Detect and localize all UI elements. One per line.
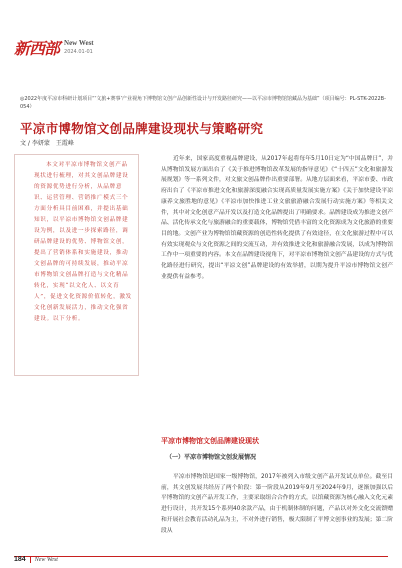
funding-note: ◎2022年度平凉市科研计划项目“‘文旅+赛事’产业视角下博物馆文创产品创新性设计与开发路径研究——以平凉市博物馆馆藏品为基础”（项目编号：PL-STK-2022B-054）: [20, 96, 386, 110]
article-abstract: 本文对平凉市博物馆文创产品现状进行梳理，对其文创品牌建设的资源优势进行分析，从品牌意识、运营管理、营销推广模式三个方面分析具目前困难，并提出基础知识，以平凉市博物馆文创品牌建设为例，以及进一步探索路径，调研品牌建设的优势、博物馆文创，提出了营销体系和实施建设，推动文创品牌的可持续发展，推动平凉市博物馆文创品牌打造与文化精品转化，实现“以文化人、以文育人”，促进文化资源价值转化，激发文化创新发展活力，推动文化强省建设。以下分析。: [34, 162, 132, 322]
journal-header: [14, 36, 94, 59]
journal-logo-subtitle: [64, 39, 94, 57]
footer-rule: [14, 556, 388, 557]
article-title: 平凉市博物馆文创品牌建设现状与策略研究: [20, 121, 264, 136]
page-number: 184: [14, 556, 26, 563]
journal-edition: 2024.01-01: [64, 48, 93, 55]
footer-journal-name: New West: [34, 556, 58, 563]
body-paragraph-museum: 平凉市博物馆是国家一级博物馆，2017年被列入市级文创产品开发试点单位。截至目前，其文创发展共经历了两个阶段：第一阶段从2019年9月至2024年9月，逐渐加强以后平博物馆的文创产品开发工作，主要采取组合合作的方式，以馆藏资源为核心融入文化元素进行设计，共开发15个系列40余款产品，由于机制体制的问题，产品以对外文化交流馈赠和开展社会教育活动礼品为主，不对外进行销售，极大限制了平博文创事业的发展；第二阶段从: [161, 474, 393, 534]
footer-divider: [30, 556, 31, 563]
article-authors: 文 / 李妍蒙 王霞峰: [20, 140, 74, 147]
section-heading: 平凉市博物馆文创品牌建设现状: [161, 437, 259, 445]
page-footer: [14, 556, 58, 563]
body-paragraph-intro: 近年来，国家高度重视品牌建设，从2017年起将每年5月10日定为“中国品牌日”，并从博物馆发展方面出台了《关于推进博物馆改革发展的指导意见》《“十四五”文化和旅游发展规划》等一系列文件，对文旅文创品牌作出重要部署。从地方层面来看，平凉市委、市政府出台了《平凉市推进文化和旅游深度融合实现高质量发展实施方案》《关于加快建设平凉康养文旅胜地的意见》《平凉市加快推进工业文旅旅游融合发展行动实施方案》等相关文件，其中对文化创意产品开发以及打造文化品牌提出了明确要求。品牌建设成为推进文创产品、活化传承文化与旅游融合的重要载体，博物馆凭借丰富的文化资源成为文化旅游的重要目的地。文创产业为博物馆馆藏资源的创造性转化提供了有效途径，在文化旅游过程中可以有效实现观众与文化资源之间的交流互动，并有效推进文化和旅游融合发展，以成为博物馆工作中一项重要的内容。本文在品牌建设视角下，对平凉市博物馆文创产品建设的方式与优化路径进行研究，提出“平凉文创”品牌建设的有效举措，以期为提升平凉市博物馆文创产业提供有益参考。: [161, 156, 393, 280]
journal-english-name: New West: [64, 38, 94, 47]
subsection-heading: （一）平凉市博物馆文创发展情况: [166, 454, 257, 461]
journal-logo: 新西部: [14, 39, 60, 58]
